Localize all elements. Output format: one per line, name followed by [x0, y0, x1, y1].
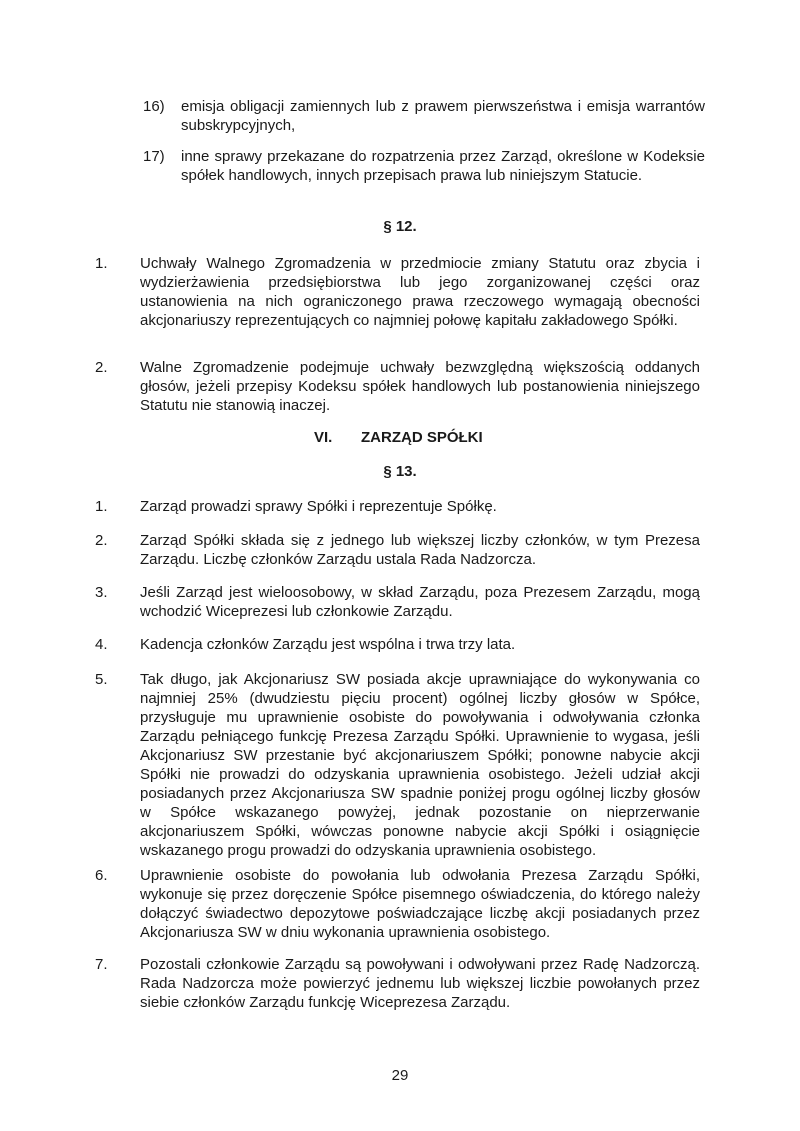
list-item	[143, 147, 705, 185]
paragraph	[95, 866, 700, 942]
item-number: 17)	[143, 148, 165, 165]
paragraph	[95, 955, 700, 1012]
chapter-heading	[314, 428, 483, 447]
page-number: 29	[391, 1067, 409, 1084]
paragraph-text: Zarząd Spółki składa się z jednego lub większej liczby członków, w tym Prezesa Zarządu. Liczbę członków Zarządu ustala Rada Nadzorcza.	[140, 532, 700, 568]
paragraph	[95, 670, 700, 860]
item-text: emisja obligacji zamiennych lub z prawem pierwszeństwa i emisja warrantów subskrypcyjnych,	[181, 98, 705, 134]
paragraph-number: 1.	[95, 498, 108, 515]
paragraph-text: Kadencja członków Zarządu jest wspólna i trwa trzy lata.	[140, 636, 516, 653]
paragraph-text: Pozostali członkowie Zarządu są powoływani i odwoływani przez Radę Nadzorczą. Rada Nadzorcza może powierzyć jednemu lub większej liczbie powołanych przez siebie członków Zarządu funkcję Wiceprezesa Zarządu.	[140, 956, 700, 1011]
paragraph-number: 6.	[95, 867, 108, 884]
paragraph-text: Uprawnienie osobiste do powołania lub odwołania Prezesa Zarządu Spółki, wykonuje się przez doręczenie Spółce pisemnego oświadczenia, do którego należy dołączyć świadectwo depozytowe poświadczające liczbę akcji posiadanych przez Akcjonariusza SW w dniu wykonania uprawnienia osobistego.	[140, 867, 700, 941]
paragraph-number: 7.	[95, 956, 108, 973]
item-text: inne sprawy przekazane do rozpatrzenia przez Zarząd, określone w Kodeksie spółek handlowych, innych przepisach prawa lub niniejszym Statucie.	[181, 148, 705, 184]
paragraph	[95, 358, 700, 415]
chapter-title: ZARZĄD SPÓŁKI	[361, 429, 483, 446]
paragraph-text: Jeśli Zarząd jest wieloosobowy, w skład Zarządu, poza Prezesem Zarządu, mogą wchodzić Wiceprezesi lub członkowie Zarządu.	[140, 584, 700, 620]
paragraph-text: Zarząd prowadzi sprawy Spółki i reprezentuje Spółkę.	[140, 498, 497, 515]
item-number: 16)	[143, 98, 165, 115]
paragraph	[95, 254, 700, 330]
paragraph-number: 5.	[95, 671, 108, 688]
paragraph-number: 3.	[95, 584, 108, 601]
section-heading: § 13.	[383, 463, 417, 480]
list-item	[143, 97, 705, 135]
paragraph-text: Tak długo, jak Akcjonariusz SW posiada akcje uprawniające do wykonywania co najmniej 25% (dwudziestu pięciu procent) ogólnej liczby głosów w Spółce, przysługuje mu uprawnienie osobiste do powoływania i odwoływania członka Zarządu pełniącego funkcję Prezesa Zarządu Spółki. Uprawnienie to wygasa, jeśli Akcjonariusz SW przestanie być akcjonariuszem Spółki; ponowne nabycie akcji Spółki nie prowadzi do odzyskania uprawnienia osobistego. Jeżeli udział akcji posiadanych przez Akcjonariusza SW spadnie poniżej progu ogólnej liczby głosów w Spółce wskazanego powyżej, jednak pozostanie on nieprzerwanie akcjonariuszem Spółki, wówczas ponowne nabycie akcji Spółki i osiągnięcie wskazanego progu prowadzi do odzyskania uprawnienia osobistego.	[140, 671, 700, 859]
paragraph	[95, 583, 700, 621]
paragraph	[95, 531, 700, 569]
paragraph	[95, 635, 700, 654]
paragraph-number: 1.	[95, 255, 108, 272]
paragraph-text: Walne Zgromadzenie podejmuje uchwały bezwzględną większością oddanych głosów, jeżeli przepisy Kodeksu spółek handlowych lub postanowienia niniejszego Statutu nie stanowią inaczej.	[140, 359, 700, 414]
paragraph-number: 2.	[95, 532, 108, 549]
paragraph-number: 4.	[95, 636, 108, 653]
paragraph-text: Uchwały Walnego Zgromadzenia w przedmiocie zmiany Statutu oraz zbycia i wydzierżawienia przedsiębiorstwa lub jego zorganizowanej części oraz ustanowienia na nich ograniczonego prawa rzeczowego wymagają obecności akcjonariuszy reprezentujących co najmniej połowę kapitału zakładowego Spółki.	[140, 255, 700, 329]
paragraph	[95, 497, 700, 516]
paragraph-number: 2.	[95, 359, 108, 376]
section-heading: § 12.	[383, 218, 417, 235]
chapter-numeral: VI.	[314, 429, 333, 446]
